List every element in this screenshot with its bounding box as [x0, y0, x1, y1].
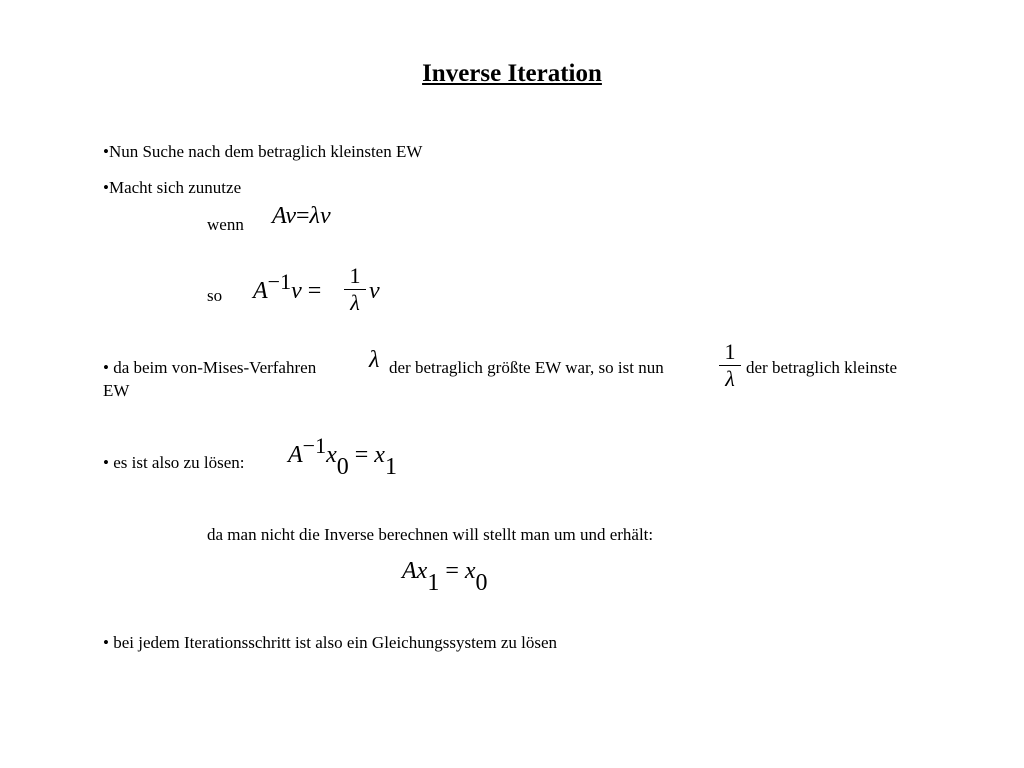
symbol-v: v [285, 203, 296, 229]
formula-linear-system [402, 558, 488, 596]
note-rearrange: da man nicht die Inverse berechnen will stellt man um und erhält: [207, 525, 654, 544]
label-so: so [207, 286, 223, 305]
symbol-lambda-inline: λ [369, 347, 380, 373]
bullet-von-mises-part2: der betraglich größte EW war, so ist nun [389, 358, 664, 377]
symbol-A: A [288, 442, 303, 468]
formula-eigen-equation [272, 203, 331, 230]
subscript-zero: 0 [336, 454, 349, 480]
formula-inverse-eigen-lhs [253, 269, 322, 305]
fraction-numerator: 1 [724, 339, 736, 364]
bullet-to-solve: • es ist also zu lösen: [103, 453, 245, 472]
subscript-one: 1 [427, 570, 440, 596]
symbol-equals: = [296, 203, 310, 229]
symbol-A: A [272, 203, 286, 229]
formula-inverse-iteration [288, 433, 397, 480]
fraction-one-over-lambda-inline [719, 340, 741, 391]
bullet-uses: •Macht sich zunutze [103, 178, 242, 197]
bullet-von-mises-part3: der betraglich kleinste [746, 358, 898, 377]
symbol-equals: = [354, 442, 369, 468]
subscript-zero: 0 [475, 570, 488, 596]
bullet-von-mises-part4: EW [103, 381, 130, 400]
symbol-x: x [416, 558, 428, 584]
symbol-equals: = [307, 278, 322, 304]
fraction-denominator: λ [350, 290, 360, 315]
bullet-von-mises-part1: • da beim von-Mises-Verfahren [103, 358, 317, 377]
symbol-x: x [464, 558, 476, 584]
symbol-v: v [319, 203, 331, 229]
symbol-v: v [291, 278, 302, 304]
symbol-lambda: λ [309, 203, 320, 229]
symbol-v-rhs: v [369, 278, 380, 304]
page-title: Inverse Iteration [422, 60, 602, 87]
symbol-A: A [402, 558, 417, 584]
symbol-A: A [253, 278, 268, 304]
bullet-each-step: • bei jedem Iterationsschritt ist also ein Gleichungssystem zu lösen [103, 633, 557, 652]
bullet-search-smallest-ew: •Nun Suche nach dem betraglich kleinsten EW [103, 142, 423, 161]
fraction-denominator: λ [725, 366, 735, 391]
symbol-x: x [374, 442, 385, 468]
subscript-one: 1 [384, 454, 397, 480]
fraction-one-over-lambda [344, 264, 366, 315]
symbol-inverse-exponent: −1 [267, 269, 292, 294]
symbol-inverse-exponent: −1 [302, 433, 327, 458]
symbol-x: x [326, 442, 337, 468]
label-wenn: wenn [207, 215, 244, 234]
fraction-numerator: 1 [349, 263, 361, 288]
symbol-equals: = [445, 558, 459, 584]
